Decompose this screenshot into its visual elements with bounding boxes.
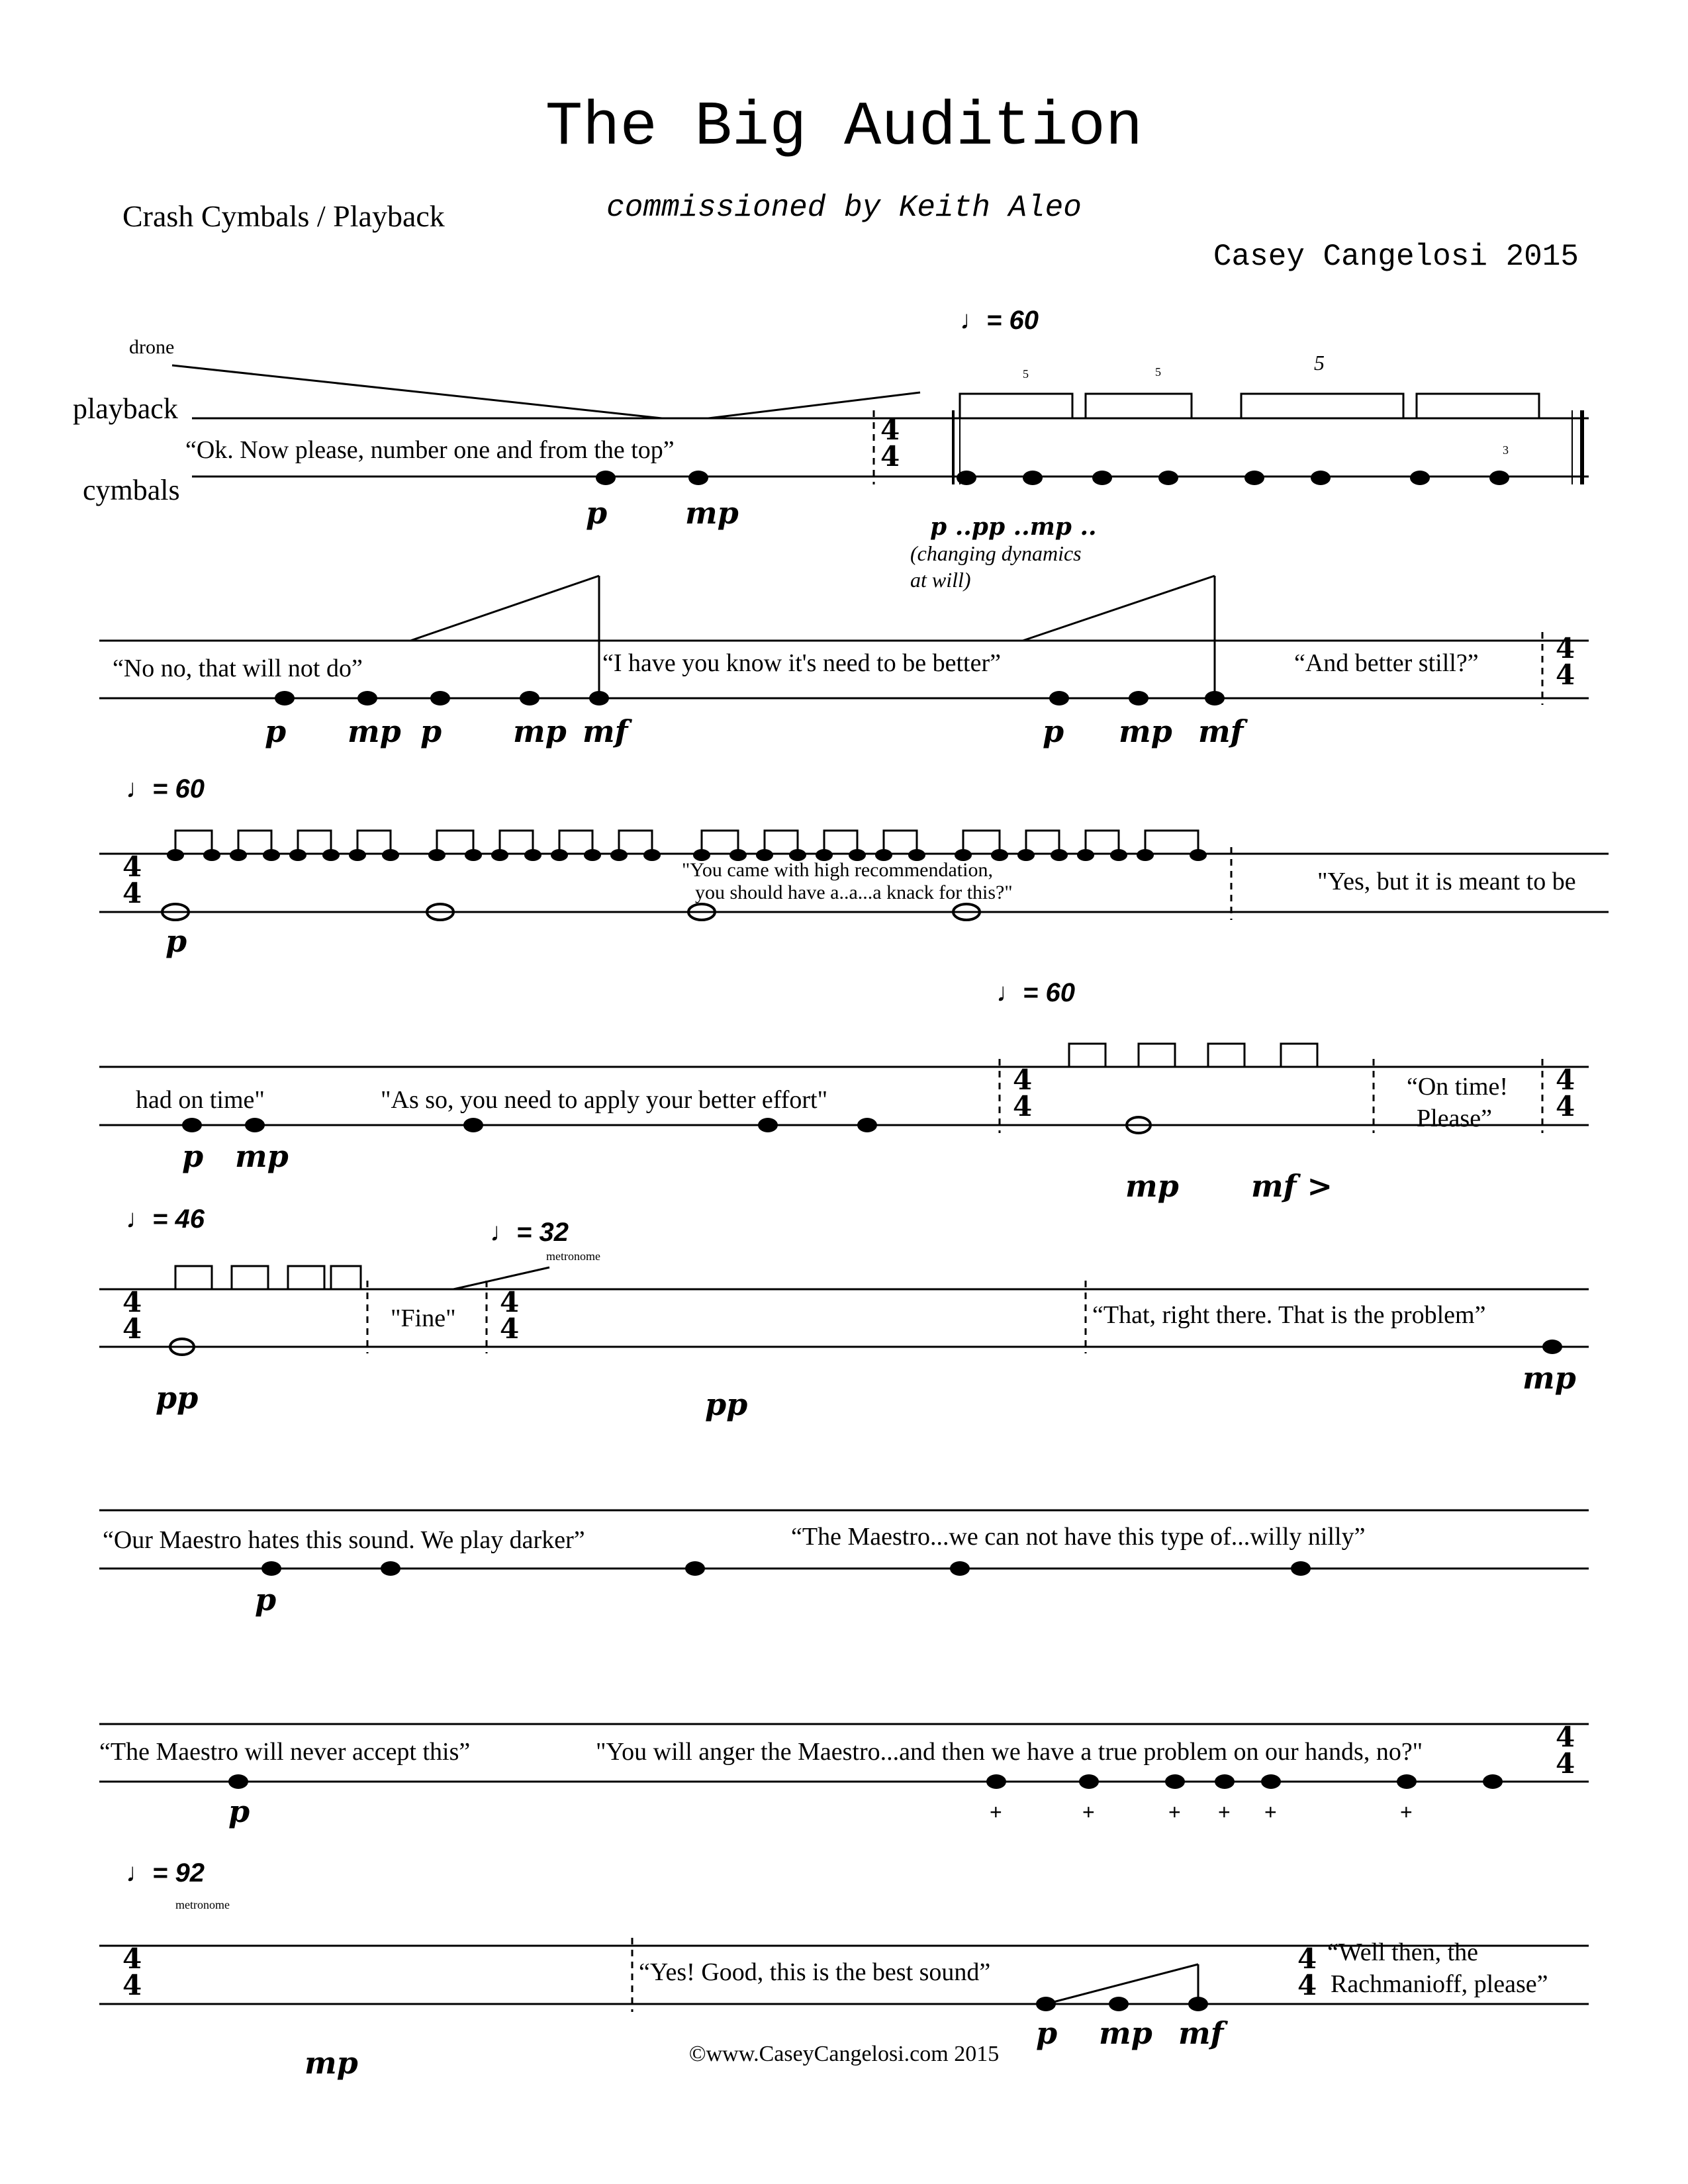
time-signature: 4 4 [122, 850, 142, 909]
quote: had on time" [136, 1086, 265, 1114]
time-signature: 4 4 [1297, 1942, 1317, 2001]
quote: “That, right there. That is the problem” [1092, 1301, 1486, 1329]
copyright-footer: ©www.CaseyCangelosi.com 2015 [688, 2042, 1000, 2066]
dynamic-marking: p [420, 713, 442, 749]
tuplet-number: 3 [1503, 443, 1509, 457]
tempo-marking: ♩= 60 [126, 774, 205, 803]
instrument-label: Crash Cymbals / Playback [122, 199, 445, 233]
dynamic-marking: p [255, 1582, 277, 1617]
dynamic-marking: mf [583, 713, 628, 749]
quote: “Ok. Now please, number one and from the top” [185, 436, 675, 464]
choke-mark: + [990, 1800, 1002, 1824]
quote: “And better still?” [1294, 649, 1479, 677]
quote: "You will anger the Maestro...and then we have a true problem on our hands, no?" [596, 1738, 1423, 1766]
drone-label: drone [129, 336, 175, 358]
time-signature: 4 4 [122, 1286, 142, 1345]
quote: “On time! [1407, 1073, 1509, 1101]
dynamic-marking: mf [1178, 2015, 1224, 2051]
dynamic-marking: pp [156, 1380, 199, 1416]
dynamic-marking: mp [348, 713, 401, 749]
quote: “I have you know it's need to be better” [602, 649, 1001, 677]
dynamic-marking: mp [1125, 1168, 1179, 1204]
quote: "As so, you need to apply your better effort" [381, 1086, 828, 1114]
choke-mark: + [1168, 1800, 1181, 1824]
dynamic-marking: mp [1099, 2015, 1152, 2051]
dynamic-marking: mp [305, 2045, 358, 2081]
crescendo-line [1023, 576, 1215, 641]
performance-note: at will) [910, 568, 971, 592]
dynamic-marking: p [1036, 2015, 1058, 2051]
choke-mark: + [1400, 1800, 1413, 1824]
tempo-marking: ♩= 32 [490, 1218, 569, 1247]
drone-line [172, 365, 662, 418]
tempo-marking: ♩= 92 [126, 1858, 205, 1888]
dynamic-marking: mf > [1251, 1168, 1333, 1204]
choke-mark: + [1264, 1800, 1277, 1824]
time-signature: 4 4 [1556, 1721, 1575, 1780]
time-signature: 4 4 [1013, 1064, 1033, 1122]
quote: “Well then, the [1327, 1938, 1479, 1966]
performance-note: (changing dynamics [910, 541, 1082, 565]
dynamic-marking: mf [1198, 713, 1244, 749]
metronome-label: metronome [546, 1250, 600, 1263]
dynamic-marking: mp [513, 713, 567, 749]
dynamic-marking: mp [685, 495, 739, 531]
subtitle: commissioned by Keith Aleo [606, 191, 1082, 225]
dynamic-marking: p [228, 1794, 250, 1829]
dynamic-marking: pp [705, 1387, 748, 1422]
time-signature: 4 4 [122, 1942, 142, 2001]
tuplet-number: 5 [1314, 351, 1325, 375]
time-signature: 4 4 [1556, 632, 1575, 691]
quote: "Yes, but it is meant to be [1317, 868, 1576, 895]
choke-mark: + [1218, 1800, 1231, 1824]
tempo-marking: ♩= 60 [996, 978, 1075, 1007]
dynamic-marking: p [265, 713, 287, 749]
composer: Casey Cangelosi 2015 [1213, 240, 1579, 274]
quote: “Yes! Good, this is the best sound” [639, 1958, 991, 1986]
cymbals-label: cymbals [83, 474, 180, 506]
quote: Rachmanioff, please” [1331, 1970, 1548, 1998]
quote: "You came with high recommendation, [682, 859, 993, 881]
quote: “Our Maestro hates this sound. We play darker” [103, 1526, 585, 1554]
dynamic-marking: p [165, 923, 187, 959]
tempo-marking: ♩= 46 [126, 1205, 205, 1234]
quote: “The Maestro will never accept this” [99, 1738, 471, 1766]
choke-mark: + [1082, 1800, 1095, 1824]
quote: “The Maestro...we can not have this type of...willy nilly” [791, 1523, 1366, 1551]
quote: "Fine" [391, 1304, 456, 1332]
time-signature: 4 4 [500, 1286, 520, 1345]
tuplet-number: 5 [1023, 367, 1029, 381]
tuplet-number: 5 [1155, 365, 1161, 379]
dynamic-marking: p [182, 1138, 204, 1174]
dynamic-marking: p ..pp ..mp .. [930, 513, 1097, 541]
dynamic-marking: mp [1119, 713, 1172, 749]
time-signature: 4 4 [1556, 1064, 1575, 1122]
dynamic-marking: mp [235, 1138, 289, 1174]
playback-label: playback [73, 392, 178, 425]
quote: you should have a..a...a knack for this?" [695, 882, 1013, 903]
crescendo-line [410, 576, 599, 641]
page-title: The Big Audition [545, 93, 1143, 163]
dynamic-marking: p [1043, 713, 1064, 749]
dynamic-marking: mp [1523, 1360, 1576, 1396]
dynamic-marking: p [586, 495, 608, 531]
tempo-marking: ♩= 60 [960, 306, 1039, 335]
metronome-label: metronome [175, 1898, 230, 1911]
quote: Please” [1417, 1105, 1492, 1132]
quote: “No no, that will not do” [113, 655, 363, 682]
time-signature: 4 4 [880, 414, 900, 473]
